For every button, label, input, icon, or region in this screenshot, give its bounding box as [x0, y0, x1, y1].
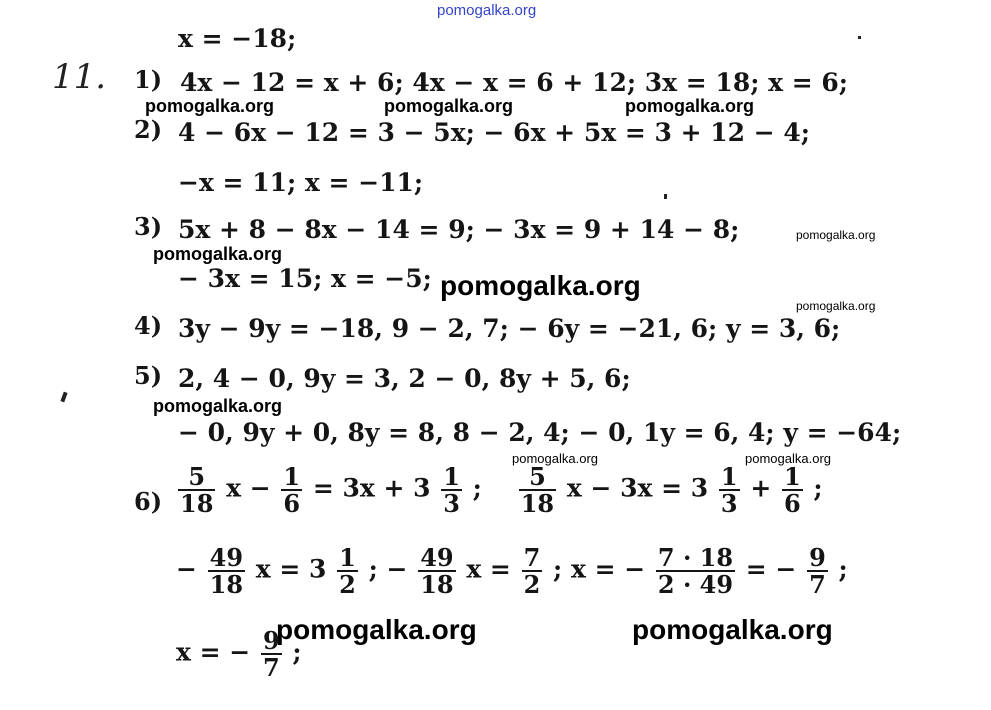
watermark: pomogalka.org — [625, 96, 755, 116]
watermark-top: pomogalka.org — [437, 2, 537, 19]
watermark: pomogalka.org — [512, 451, 598, 466]
task-number: 11. — [52, 57, 107, 97]
part-2-line-b: −x = 11; x = −11; — [178, 168, 424, 197]
part-2-label: 2) — [134, 115, 163, 144]
watermark-large: pomogalka.org — [440, 270, 641, 301]
fraction: $\frac{5}{18}$ — [180, 462, 214, 519]
part-6-label: 6) — [134, 487, 163, 516]
watermark: pomogalka.org — [145, 96, 275, 116]
part-5-label: 5) — [134, 361, 163, 390]
part-3-line-a: 5x + 8 − 8x − 14 = 9; − 3x = 9 + 14 − 8; — [178, 215, 740, 244]
previous-answer: x = −18; — [178, 24, 297, 53]
fraction: $\frac{7 \cdot 18}{2 \cdot 49}$ — [657, 543, 734, 600]
fraction: $\frac{1}{2}$ — [339, 543, 356, 600]
part-5-line-a: 2, 4 − 0, 9y = 3, 2 − 0, 8y + 5, 6; — [178, 364, 631, 393]
fraction: $\frac{49}{18}$ — [420, 543, 454, 600]
part-3-label: 3) — [134, 212, 163, 241]
watermark: pomogalka.org — [796, 299, 876, 313]
fraction: $\frac{1}{3}$ — [443, 462, 460, 519]
part-6-line-c: x = − $\frac{9}{7}$ ; — [176, 626, 302, 683]
part-1-label: 1) — [134, 65, 163, 94]
watermark-large: pomogalka.org — [276, 614, 477, 645]
watermark: pomogalka.org — [796, 228, 876, 242]
part-6-line-b: − $\frac{49}{18}$ x = 3 $\frac{1}{2}$ ; − $\frac{49}{18}$ x = $\frac{7}{2}$ ; x = − $\frac{7 \cdot 18}{2 \cdot 49}$ = − $\frac{9}{7}$ ; — [176, 543, 848, 600]
watermark: pomogalka.org — [745, 451, 831, 466]
part-6-line-a: $\frac{5}{18}$ x − $\frac{1}{6}$ = 3x + 3 $\frac{1}{3}$ ; $\frac{5}{18}$ x − 3x = 3 $\frac{1}{3}$ + $\frac{1}{6}$ ; — [180, 462, 823, 519]
part-2-line-a: 4 − 6x − 12 = 3 − 5x; − 6x + 5x = 3 + 12 − 4; — [178, 118, 811, 147]
watermark: pomogalka.org — [384, 96, 514, 116]
fraction: $\frac{5}{18}$ — [520, 462, 555, 519]
stray-mark — [60, 392, 67, 403]
fraction: $\frac{9}{7}$ — [262, 626, 280, 683]
part-1-line: 4x − 12 = x + 6; 4x − x = 6 + 12; 3x = 18; x = 6; — [180, 68, 849, 97]
fraction: $\frac{49}{18}$ — [209, 543, 244, 600]
watermark: pomogalka.org — [153, 244, 283, 264]
stray-mark — [664, 194, 667, 199]
part-3-line-b: − 3x = 15; x = −5; — [178, 264, 432, 293]
watermark: pomogalka.org — [153, 396, 283, 416]
fraction: $\frac{9}{7}$ — [809, 543, 826, 600]
part-4-line: 3y − 9y = −18, 9 − 2, 7; − 6y = −21, 6; y = 3, 6; — [178, 314, 841, 343]
watermark-large: pomogalka.org — [632, 614, 833, 645]
stray-mark — [858, 36, 861, 39]
part-5-line-b: − 0, 9y + 0, 8y = 8, 8 − 2, 4; − 0, 1y = 6, 4; y = −64; — [178, 418, 902, 447]
part-4-label: 4) — [134, 311, 163, 340]
fraction: $\frac{7}{2}$ — [523, 543, 541, 600]
fraction: $\frac{1}{6}$ — [783, 462, 801, 519]
fraction: $\frac{1}{6}$ — [283, 462, 301, 519]
fraction: $\frac{1}{3}$ — [720, 462, 738, 519]
